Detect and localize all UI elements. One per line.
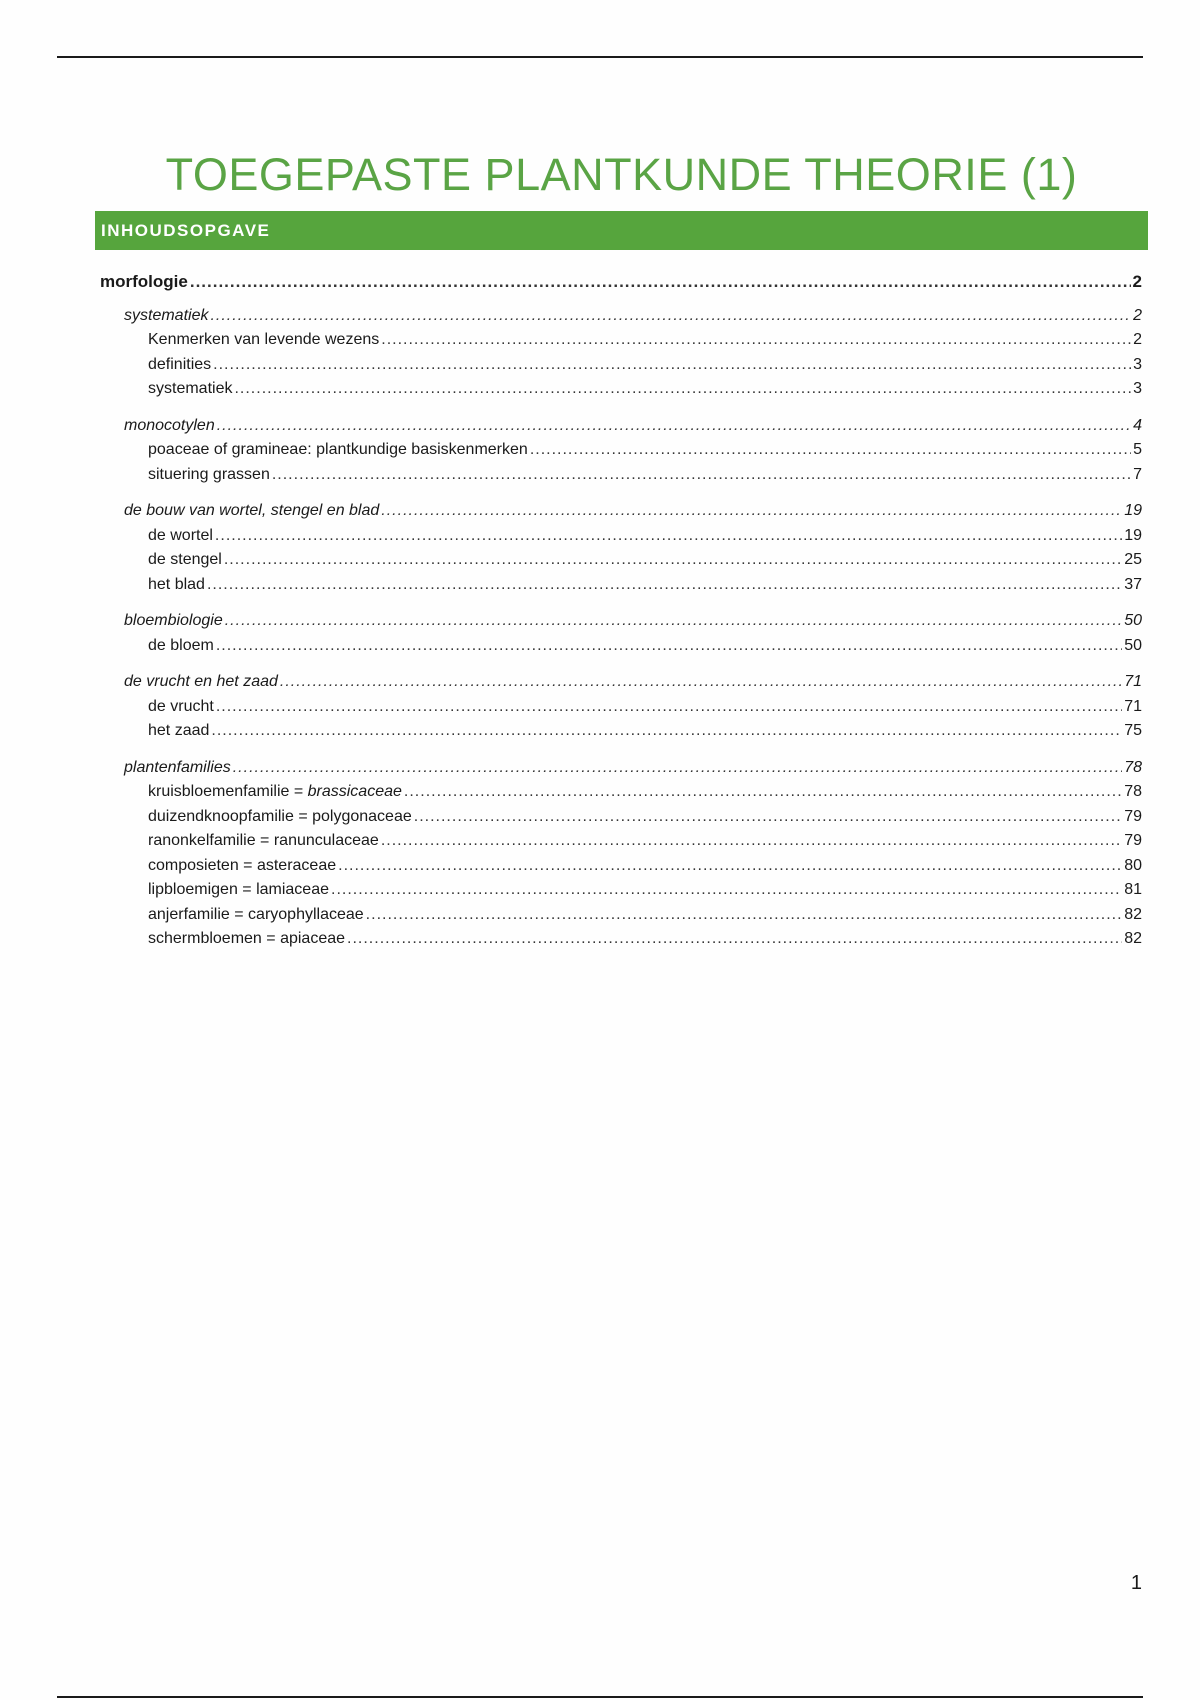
page-number: 1	[1130, 1572, 1142, 1594]
toc-entry-label-wrap	[148, 356, 211, 374]
toc-entry-morfologie[interactable]	[100, 272, 1142, 297]
toc-entry-page: 7	[1133, 465, 1142, 483]
table-of-contents	[100, 272, 1142, 955]
toc-leader-dots	[234, 380, 1131, 398]
toc-leader-dots	[331, 881, 1122, 899]
toc-entry-label-wrap	[148, 906, 364, 924]
toc-entry-label-wrap	[148, 930, 345, 948]
toc-entry-page: 82	[1124, 905, 1142, 923]
toc-entry-page: 2	[1133, 331, 1142, 348]
toc-entry-label: het zaad	[148, 722, 210, 739]
toc-entry-page: 19	[1124, 502, 1142, 519]
toc-subentry[interactable]	[100, 783, 1142, 808]
toc-subentry[interactable]	[100, 722, 1142, 747]
toc-heading: INHOUDSOPGAVE	[101, 220, 271, 240]
toc-entry-page: 2	[1133, 306, 1142, 324]
toc-subentry[interactable]	[100, 930, 1142, 955]
header-rule	[57, 56, 1143, 58]
toc-subentry[interactable]	[100, 906, 1142, 931]
toc-entry-page: 79	[1124, 832, 1142, 849]
toc-subentry[interactable]	[100, 857, 1142, 882]
toc-subentry[interactable]	[100, 698, 1142, 723]
toc-entry-page: 71	[1124, 673, 1142, 690]
toc-leader-dots	[338, 857, 1122, 875]
toc-entry-page: 50	[1124, 612, 1142, 629]
toc-leader-dots	[381, 502, 1122, 520]
toc-leader-dots	[280, 673, 1122, 691]
toc-entry-label-wrap	[148, 722, 209, 740]
toc-leader-dots	[190, 272, 1131, 292]
toc-entry-label-italic: brassicaceae	[307, 783, 402, 800]
toc-entry-label: de vrucht en het zaad	[124, 673, 278, 690]
toc-section-entry[interactable]	[100, 502, 1142, 527]
toc-entry-page: 2	[1132, 272, 1142, 291]
toc-heading-banner	[95, 211, 1148, 250]
toc-entry-page: 75	[1124, 722, 1142, 739]
toc-entry-label: het blad	[148, 575, 205, 593]
toc-section-entry[interactable]	[100, 417, 1142, 442]
toc-entry-label: de wortel	[148, 526, 213, 544]
toc-entry-label: poaceae of gramineae: plantkundige basiskenmerken	[148, 441, 528, 458]
toc-entry-label: anjerfamilie = caryophyllaceae	[148, 905, 364, 923]
toc-leader-dots	[381, 331, 1131, 349]
toc-subentry[interactable]	[100, 356, 1142, 381]
toc-leader-dots	[210, 307, 1131, 325]
toc-entry-page: 3	[1133, 380, 1142, 397]
toc-entry-page: 37	[1124, 575, 1142, 593]
toc-entry-page: 78	[1124, 783, 1142, 800]
toc-leader-dots	[233, 759, 1122, 777]
toc-entry-label-wrap	[148, 527, 213, 545]
toc-entry-label: Kenmerken van levende wezens	[148, 331, 380, 348]
toc-entry-page: 3	[1133, 355, 1142, 373]
toc-entry-label: situering grassen	[148, 465, 270, 483]
toc-entry-label: bloembiologie	[124, 612, 223, 629]
toc-leader-dots	[213, 356, 1131, 374]
toc-entry-label-wrap	[148, 637, 214, 655]
toc-subentry[interactable]	[100, 551, 1142, 576]
toc-subentry[interactable]	[100, 331, 1142, 356]
toc-leader-dots	[347, 930, 1122, 948]
toc-entry-label-wrap	[148, 857, 336, 875]
toc-leader-dots	[211, 722, 1122, 740]
toc-leader-dots	[215, 527, 1122, 545]
toc-entry-label: morfologie	[100, 272, 188, 291]
toc-subentry[interactable]	[100, 832, 1142, 857]
toc-subentry[interactable]	[100, 637, 1142, 662]
document-title: TOEGEPASTE PLANTKUNDE THEORIE (1)	[165, 149, 1078, 200]
toc-section-entry[interactable]	[100, 759, 1142, 784]
toc-section-entry[interactable]	[100, 612, 1142, 637]
toc-entry-label-wrap	[148, 698, 214, 716]
toc-entry-label-wrap	[148, 380, 232, 398]
toc-entry-label-wrap	[148, 881, 329, 899]
toc-entry-page: 81	[1124, 881, 1142, 898]
toc-entry-label: de vrucht	[148, 697, 214, 715]
toc-entry-page: 80	[1124, 856, 1142, 874]
toc-entry-label-wrap	[148, 441, 528, 459]
toc-leader-dots	[366, 906, 1123, 924]
toc-leader-dots	[216, 637, 1122, 655]
toc-leader-dots	[404, 783, 1122, 801]
toc-leader-dots	[217, 417, 1131, 435]
toc-subentry[interactable]	[100, 441, 1142, 466]
toc-entry-page: 4	[1133, 416, 1142, 434]
toc-subentry[interactable]	[100, 808, 1142, 833]
toc-entry-label: de bloem	[148, 636, 214, 654]
toc-entry-label: systematiek	[148, 380, 233, 397]
toc-entry-label: composieten = asteraceae	[148, 856, 337, 874]
toc-entry-label: definities	[148, 355, 212, 373]
toc-section-entry[interactable]	[100, 307, 1142, 332]
toc-section-entry[interactable]	[100, 673, 1142, 698]
toc-entry-label: plantenfamilies	[124, 758, 231, 776]
toc-entry-label: kruisbloemenfamilie =	[148, 783, 308, 800]
toc-entry-label: schermbloemen = apiaceae	[148, 930, 346, 947]
toc-entry-label-wrap	[148, 808, 412, 826]
toc-entry-page: 19	[1124, 526, 1142, 544]
toc-entry-label: ranonkelfamilie = ranunculaceae	[148, 832, 379, 849]
toc-leader-dots	[216, 698, 1122, 716]
toc-entry-label-wrap	[148, 832, 379, 850]
toc-entry-label: duizendknoopfamilie = polygonaceae	[148, 807, 412, 825]
toc-leader-dots	[207, 576, 1122, 594]
toc-entry-label-wrap	[148, 331, 379, 349]
toc-leader-dots	[381, 832, 1122, 850]
toc-entry-page: 71	[1124, 697, 1142, 715]
toc-leader-dots	[225, 612, 1122, 630]
toc-entry-page: 25	[1124, 551, 1142, 568]
toc-entry-label-wrap	[148, 466, 270, 484]
toc-leader-dots	[530, 441, 1131, 459]
toc-subentry[interactable]	[100, 881, 1142, 906]
toc-entry-page: 79	[1124, 807, 1142, 825]
toc-entry-page: 82	[1124, 930, 1142, 947]
toc-entry-label: de bouw van wortel, stengel en blad	[124, 502, 380, 519]
toc-leader-dots	[224, 551, 1122, 569]
toc-leader-dots	[414, 808, 1122, 826]
footer-rule	[57, 1696, 1143, 1698]
toc-entry-page: 78	[1124, 758, 1142, 776]
toc-entry-label: de stengel	[148, 551, 222, 568]
toc-entry-label: monocotylen	[124, 416, 215, 434]
toc-subentry[interactable]	[100, 380, 1142, 405]
toc-entry-page: 50	[1124, 636, 1142, 654]
toc-entry-page: 5	[1133, 441, 1142, 458]
toc-entry-label: systematiek	[124, 306, 209, 324]
toc-entry-label: lipbloemigen = lamiaceae	[148, 881, 329, 898]
toc-entry-label-wrap	[148, 783, 402, 801]
toc-entry-label-wrap	[148, 551, 222, 569]
toc-subentry[interactable]	[100, 527, 1142, 552]
toc-subentry[interactable]	[100, 576, 1142, 601]
toc-leader-dots	[272, 466, 1131, 484]
toc-subentry[interactable]	[100, 466, 1142, 491]
toc-entry-label-wrap	[148, 576, 205, 594]
